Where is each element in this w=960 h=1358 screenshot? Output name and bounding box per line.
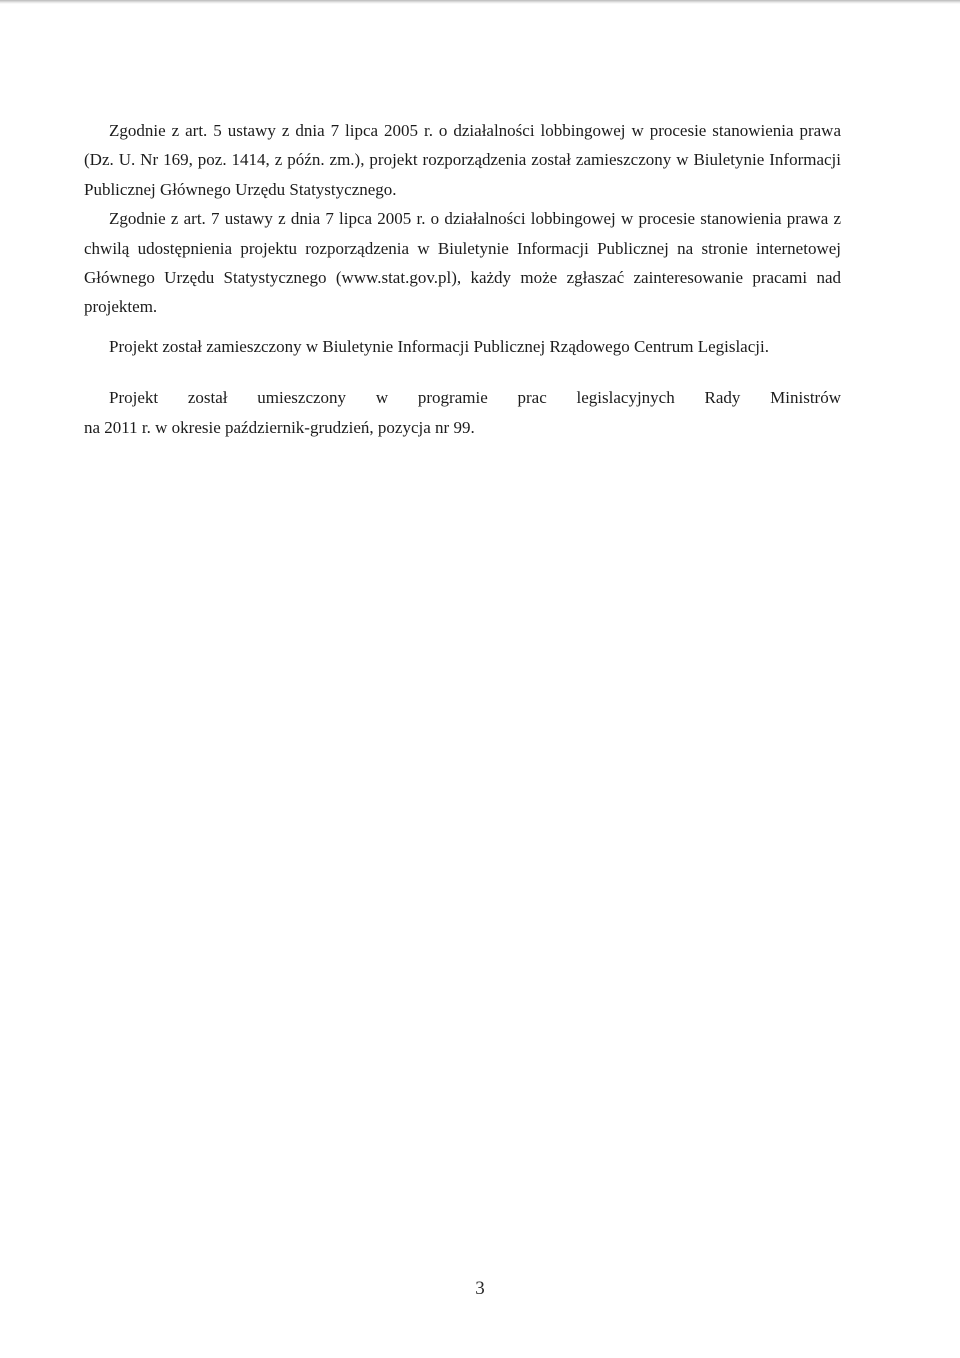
- paragraph-art7: Zgodnie z art. 7 ustawy z dnia 7 lipca 2005 r. o działalności lobbingowej w procesie stanowienia prawa z chwilą udostępnienia projektu rozporządzenia w Biuletynie Informacji Publicznej na stronie internetowej Głównego Urzędu Statystycznego (www.stat.gov.pl), każdy może zgłaszać zainteresowanie pracami nad projektem.: [84, 209, 841, 317]
- paragraph-rcl: Projekt został zamieszczony w Biuletynie Informacji Publicznej Rządowego Centrum Legislacji.: [109, 336, 769, 356]
- paragraph-program-line2: na 2011 r. w okresie październik-grudzień, pozycja nr 99.: [84, 417, 475, 437]
- paragraph-art5: Zgodnie z art. 5 ustawy z dnia 7 lipca 2005 r. o działalności lobbingowej w procesie stanowienia prawa (Dz. U. Nr 169, poz. 1414, z późn. zm.), projekt rozporządzenia został zamieszczony w Biuletynie Informacji Publicznej Głównego Urzędu Statystycznego.: [84, 121, 841, 199]
- paragraph-program-line1: Projekt został umieszczony w programie prac legislacyjnych Rady Ministrów: [109, 388, 841, 408]
- document-body: [84, 116, 841, 442]
- scan-top-edge: [0, 0, 960, 4]
- page-number: 3: [475, 1278, 485, 1299]
- paragraph-program: [84, 383, 841, 442]
